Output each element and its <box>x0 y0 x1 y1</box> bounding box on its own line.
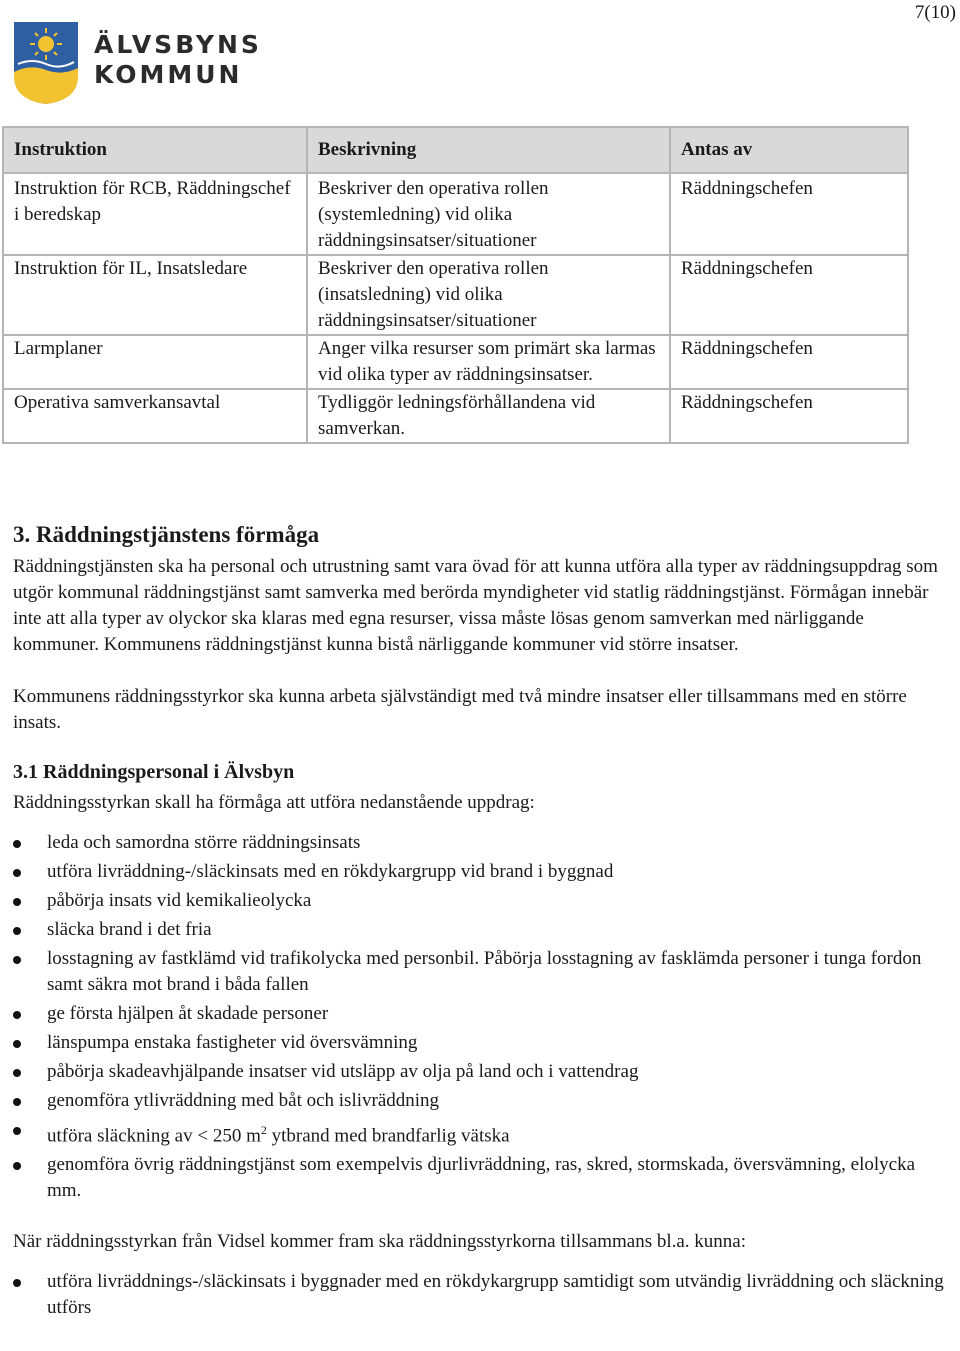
list-item: påbörja insats vid kemikalieolycka <box>13 888 953 914</box>
bullet-icon <box>13 1069 21 1077</box>
bullet-icon <box>13 1279 21 1287</box>
table-cell: Beskriver den operativa rollen (systemledning) vid olika räddningsinsatser/situationer <box>307 173 670 255</box>
list-item: utföra livräddnings-/släckinsats i byggnader med en rökdykargrupp samtidigt som utvändig livräddning och släckning utförs <box>13 1269 953 1321</box>
list-item: utföra släckning av < 250 $m^2$ ytbrand med brandfarlig vätska <box>13 1117 953 1149</box>
capability-list <box>13 830 953 1204</box>
table-cell: Räddningschefen <box>670 389 908 443</box>
bullet-icon <box>13 1127 21 1135</box>
list-item: losstagning av fastklämd vid trafikolycka med personbil. Påbörja losstagning av fasklämda personer i tunga fordon samt säkra mot brand i båda fallen <box>13 946 953 998</box>
bullet-icon <box>13 898 21 906</box>
table-cell: Räddningschefen <box>670 335 908 389</box>
section-3-heading: 3. Räddningstjänstens förmåga <box>13 522 320 547</box>
coat-of-arms-icon <box>12 20 80 106</box>
table-cell: Anger vilka resurser som primärt ska larmas vid olika typer av räddningsinsatser. <box>307 335 670 389</box>
table-row <box>3 389 908 443</box>
bullet-icon <box>13 1162 21 1170</box>
section-3-paragraph-1: Räddningstjänsten ska ha personal och utrustning samt vara övad för att kunna utföra alla typer av räddningsuppdrag som utgör kommunal räddningstjänst samt samverka med berörda myndigheter vid statlig räddningstjänst. Förmågan innebär inte att alla typer av olyckor ska klaras med egna resurser, vissa måste lösas genom samverkan med närliggande kommuner. Kommunens räddningstjänst kunna bistå närliggande kommuner vid större insatser. <box>13 556 938 655</box>
list-item: genomföra ytlivräddning med båt och islivräddning <box>13 1088 953 1114</box>
logo-wordmark: ÄLVSBYNS KOMMUN <box>94 30 262 89</box>
municipality-logo <box>12 20 262 106</box>
header-antas-av: Antas av <box>670 127 908 173</box>
table-row <box>3 335 908 389</box>
list-item: påbörja skadeavhjälpande insatser vid utsläpp av olja på land och i vattendrag <box>13 1059 953 1085</box>
table-cell: Instruktion för RCB, Räddningschef i beredskap <box>3 173 307 255</box>
bullet-icon <box>13 1098 21 1106</box>
table-cell: Räddningschefen <box>670 255 908 335</box>
section-3-1-intro: Räddningsstyrkan skall ha förmåga att utföra nedanstående uppdrag: <box>13 792 535 813</box>
table-cell: Räddningschefen <box>670 173 908 255</box>
list-item: släcka brand i det fria <box>13 917 953 943</box>
document-body <box>13 520 953 1324</box>
table-cell: Larmplaner <box>3 335 307 389</box>
header-beskrivning: Beskrivning <box>307 127 670 173</box>
table-cell: Tydliggör ledningsförhållandena vid samverkan. <box>307 389 670 443</box>
table-cell: Beskriver den operativa rollen (insatsledning) vid olika räddningsinsatser/situationer <box>307 255 670 335</box>
list-item: genomföra övrig räddningstjänst som exempelvis djurlivräddning, ras, skred, stormskada, översvämning, elolycka mm. <box>13 1152 953 1204</box>
section-3-1-heading: 3.1 Räddningspersonal i Älvsbyn <box>13 761 295 783</box>
table-row <box>3 255 908 335</box>
list-item: utföra livräddning-/släckinsats med en rökdykargrupp vid brand i byggnad <box>13 859 953 885</box>
list-item: leda och samordna större räddningsinsats <box>13 830 953 856</box>
bullet-icon <box>13 869 21 877</box>
vidsel-intro: När räddningsstyrkan från Vidsel kommer fram ska räddningsstyrkorna tillsammans bl.a. kunna: <box>13 1231 747 1253</box>
vidsel-list <box>13 1269 953 1321</box>
table-cell: Operativa samverkansavtal <box>3 389 307 443</box>
list-item: länspumpa enstaka fastigheter vid översvämning <box>13 1030 953 1056</box>
bullet-icon <box>13 927 21 935</box>
bullet-icon <box>13 1040 21 1048</box>
header-instruktion: Instruktion <box>3 127 307 173</box>
table-header-row <box>3 127 908 173</box>
section-3-paragraph-2: Kommunens räddningsstyrkor ska kunna arbeta självständigt med två mindre insatser eller tillsammans med en större insats. <box>13 686 907 733</box>
list-item: ge första hjälpen åt skadade personer <box>13 1001 953 1027</box>
page-number: 7(10) <box>914 2 956 23</box>
instructions-table <box>2 126 909 444</box>
table-row <box>3 173 908 255</box>
bullet-icon <box>13 956 21 964</box>
bullet-icon <box>13 840 21 848</box>
bullet-icon <box>13 1011 21 1019</box>
table-cell: Instruktion för IL, Insatsledare <box>3 255 307 335</box>
